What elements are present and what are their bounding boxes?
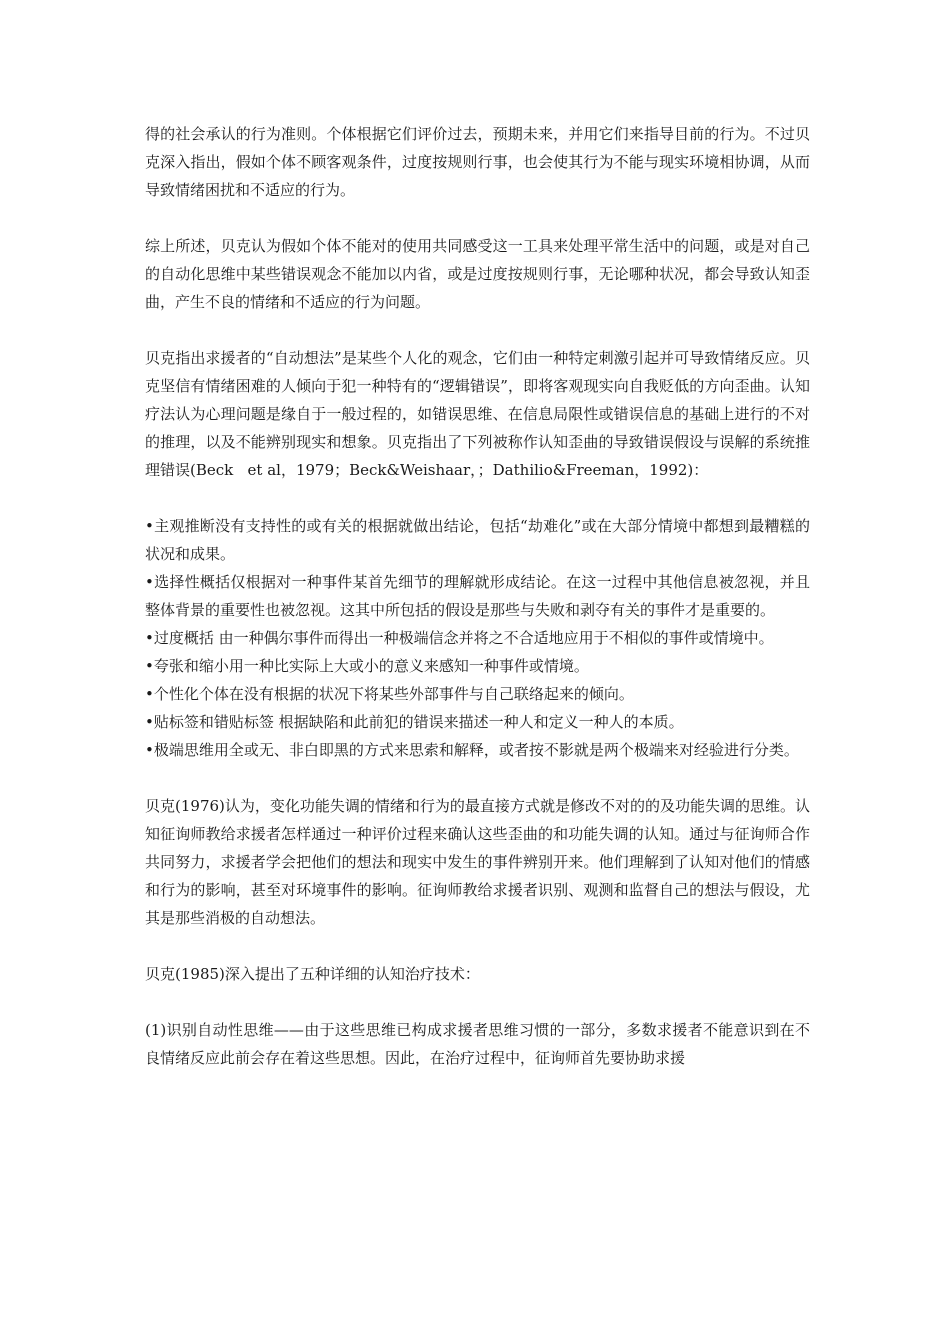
list-item-overgeneralization: •过度概括 由一种偶尔事件而得出一种极端信念并将之不合适地应用于不相似的事件或情境中。 [145,629,774,647]
paragraph-beck-1976: 贝克(1976)认为，变化功能失调的情绪和行为的最直接方式就是修改不对的的及功能失调的思维。认知征询师教给求援者怎样通过一种评价过程来确认这些歪曲的和功能失调的认知。通过与征询师合作共同努力，求援者学会把他们的想法和现实中发生的事件辨别开来。他们理解到了认知对他们的情感和行为的影响，甚至对环境事件的影响。征询师教给求援者识别、观测和监督自己的想法与假设，尤其是那些消极的自动想法。 [145,797,810,927]
paragraph-gap [145,316,810,344]
list-item-labeling: •贴标签和错贴标签 根据缺陷和此前犯的错误来描述一种人和定义一种人的本质。 [145,713,684,731]
list-item-selective-abstraction: •选择性概括仅根据对一种事件某首先细节的理解就形成结论。在这一过程中其他信息被忽视，并且整体背景的重要性也被忽视。这其中所包括的假设是那些与失败和剥夺有关的事件才是重要的。 [145,573,810,619]
paragraph-gap [145,988,810,1016]
paragraph-gap [145,932,810,960]
paragraph-social-rules: 得的社会承认的行为准则。个体根据它们评价过去，预期未来，并用它们来指导目前的行为。不过贝克深入指出，假如个体不顾客观条件，过度按规则行事，也会使其行为不能与现实环境相协调，从而导致情绪困扰和不适应的行为。 [145,125,810,199]
list-item-polarized-thinking: •极端思维用全或无、非白即黑的方式来思索和解释，或者按不影就是两个极端来对经验进行分类。 [145,741,799,759]
paragraph-automatic-thoughts: 贝克指出求援者的“自动想法”是某些个人化的观念，它们由一种特定刺激引起并可导致情绪反应。贝克坚信有情绪困难的人倾向于犯一种特有的“逻辑错误”，即将客观现实向自我贬低的方向歪曲。认知疗法认为心理问题是缘自于一般过程的，如错误思维、在信息局限性或错误信息的基础上进行的不对的推理，以及不能辨别现实和想象。贝克指出了下列被称作认知歪曲的导致错误假设与误解的系统推理错误(Beck et al，1979；Beck&Weishaar，；Dathilio&Freeman，1992)： [145,349,810,479]
list-item-arbitrary-inference: •主观推断没有支持性的或有关的根据就做出结论，包括“劫难化”或在大部分情境中都想到最糟糕的状况和成果。 [145,517,810,563]
list-item-magnification-minimization: •夸张和缩小用一种比实际上大或小的意义来感知一种事件或情境。 [145,657,589,675]
paragraph-summary: 综上所述，贝克认为假如个体不能对的使用共同感受这一工具来处理平常生活中的问题，或是对自己的自动化思维中某些错误观念不能加以内省，或是过度按规则行事，无论哪种状况，都会导致认知歪曲，产生不良的情绪和不适应的行为问题。 [145,237,810,311]
document-body [145,120,810,1072]
paragraph-beck-1985: 贝克(1985)深入提出了五种详细的认知治疗技术： [145,965,480,983]
list-item-personalization: •个性化个体在没有根据的状况下将某些外部事件与自己联络起来的倾向。 [145,685,634,703]
paragraph-gap [145,204,810,232]
paragraph-gap [145,484,810,512]
cognitive-distortion-list [145,512,810,764]
paragraph-technique-1: (1)识别自动性思维——由于这些思维已构成求援者思维习惯的一部分，多数求援者不能意识到在不良情绪反应此前会存在着这些思想。因此，在治疗过程中，征询师首先要协助求援 [145,1021,810,1067]
paragraph-gap [145,764,810,792]
